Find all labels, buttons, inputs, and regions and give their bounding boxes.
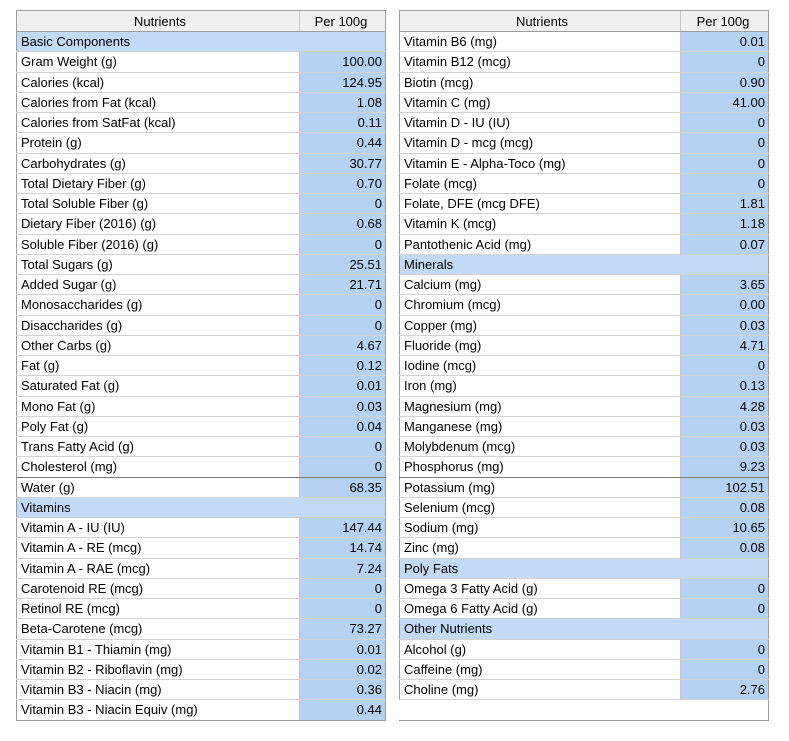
nutrient-value: 0 (299, 235, 386, 254)
right-nutrients-header: Nutrients (399, 11, 680, 31)
right-rows (399, 32, 769, 721)
nutrient-value: 0.13 (680, 376, 769, 395)
nutrient-value: 102.51 (680, 478, 769, 497)
nutrient-name: Vitamin E - Alpha-Toco (mg) (399, 154, 680, 173)
nutrient-value: 0 (680, 579, 769, 598)
nutrient-name: Copper (mg) (399, 316, 680, 335)
nutrient-row (399, 235, 769, 255)
nutrient-row (16, 113, 386, 133)
nutrient-name: Phosphorus (mg) (399, 457, 680, 476)
nutrient-row (16, 194, 386, 214)
nutrient-row (399, 640, 769, 660)
nutrient-row (16, 457, 386, 477)
nutrient-name: Biotin (mcg) (399, 73, 680, 92)
nutrient-name: Total Dietary Fiber (g) (16, 174, 299, 193)
nutrient-value (299, 498, 386, 517)
nutrient-value: 0.01 (680, 32, 769, 51)
nutrient-name: Pantothenic Acid (mg) (399, 235, 680, 254)
nutrient-row (399, 538, 769, 558)
nutrient-name: Vitamin A - RE (mcg) (16, 538, 299, 557)
nutrient-value: 9.23 (680, 457, 769, 476)
nutrient-value: 1.08 (299, 93, 386, 112)
nutrient-row (16, 437, 386, 457)
nutrient-value: 0 (299, 194, 386, 213)
nutrient-value (680, 559, 769, 578)
nutrient-value (680, 619, 769, 638)
nutrient-name: Omega 6 Fatty Acid (g) (399, 599, 680, 618)
nutrient-value: 0.12 (299, 356, 386, 375)
nutrient-name: Total Soluble Fiber (g) (16, 194, 299, 213)
nutrient-value: 0.36 (299, 680, 386, 699)
nutrient-name (399, 700, 680, 719)
nutrient-row (399, 599, 769, 619)
nutrient-value: 0.08 (680, 538, 769, 557)
nutrient-value: 0 (299, 437, 386, 456)
nutrient-row (16, 559, 386, 579)
nutrient-row (16, 255, 386, 275)
nutrient-value: 0.68 (299, 214, 386, 233)
nutrient-name: Beta-Carotene (mcg) (16, 619, 299, 638)
nutrient-value: 73.27 (299, 619, 386, 638)
nutrient-row (16, 133, 386, 153)
nutrient-row (16, 397, 386, 417)
nutrient-name: Saturated Fat (g) (16, 376, 299, 395)
nutrient-row (16, 214, 386, 234)
nutrient-name: Choline (mg) (399, 680, 680, 699)
nutrient-name: Magnesium (mg) (399, 397, 680, 416)
nutrient-name: Calories from SatFat (kcal) (16, 113, 299, 132)
nutrient-value: 0.44 (299, 133, 386, 152)
nutrient-row (16, 640, 386, 660)
nutrient-value: 10.65 (680, 518, 769, 537)
nutrient-value: 0.00 (680, 295, 769, 314)
section-label: Poly Fats (399, 559, 680, 578)
nutrient-value (680, 255, 769, 274)
nutrient-row (399, 498, 769, 518)
nutrient-name: Potassium (mg) (399, 478, 680, 497)
nutrient-value: 7.24 (299, 559, 386, 578)
nutrient-value: 4.67 (299, 336, 386, 355)
nutrient-value: 0.70 (299, 174, 386, 193)
nutrient-row (16, 619, 386, 639)
nutrient-value: 124.95 (299, 73, 386, 92)
nutrient-value (680, 700, 769, 719)
nutrient-row (399, 316, 769, 336)
nutrient-row (16, 336, 386, 356)
nutrient-row (399, 214, 769, 234)
nutrient-row (16, 174, 386, 194)
nutrient-row (399, 376, 769, 396)
nutrition-table (16, 10, 769, 721)
nutrient-name: Vitamin B12 (mcg) (399, 52, 680, 71)
section-row (399, 559, 769, 579)
right-per-100g-header: Per 100g (680, 11, 769, 31)
nutrient-value: 0.03 (680, 417, 769, 436)
right-header-row (399, 10, 769, 32)
section-label: Other Nutrients (399, 619, 680, 638)
nutrient-value: 1.18 (680, 214, 769, 233)
nutrient-value: 41.00 (680, 93, 769, 112)
nutrient-row (399, 174, 769, 194)
nutrient-row (16, 73, 386, 93)
nutrient-row (399, 113, 769, 133)
nutrient-value: 0.02 (299, 660, 386, 679)
nutrient-row (399, 680, 769, 700)
nutrient-name: Manganese (mg) (399, 417, 680, 436)
nutrient-row (399, 397, 769, 417)
nutrient-value: 0 (680, 356, 769, 375)
nutrient-row (16, 538, 386, 558)
nutrient-row (399, 356, 769, 376)
nutrient-name: Monosaccharides (g) (16, 295, 299, 314)
nutrient-value: 30.77 (299, 154, 386, 173)
nutrient-value: 0 (680, 640, 769, 659)
nutrient-row (399, 154, 769, 174)
nutrient-row (16, 700, 386, 720)
nutrient-value: 0.44 (299, 700, 386, 719)
nutrient-value: 100.00 (299, 52, 386, 71)
nutrient-name: Alcohol (g) (399, 640, 680, 659)
nutrient-name: Calories (kcal) (16, 73, 299, 92)
nutrient-name: Vitamin B2 - Riboflavin (mg) (16, 660, 299, 679)
nutrient-name: Cholesterol (mg) (16, 457, 299, 476)
nutrient-name: Disaccharides (g) (16, 316, 299, 335)
nutrient-name: Vitamin A - RAE (mcg) (16, 559, 299, 578)
nutrient-value: 14.74 (299, 538, 386, 557)
nutrient-value: 2.76 (680, 680, 769, 699)
nutrient-row (16, 417, 386, 437)
nutrient-row (399, 336, 769, 356)
nutrient-name: Water (g) (16, 478, 299, 497)
nutrient-row (16, 52, 386, 72)
nutrient-value: 147.44 (299, 518, 386, 537)
nutrient-value (299, 32, 386, 51)
nutrient-row (399, 73, 769, 93)
nutrient-row (399, 700, 769, 720)
nutrient-row (399, 93, 769, 113)
nutrient-value: 0 (299, 316, 386, 335)
nutrient-row (16, 579, 386, 599)
right-panel (399, 10, 769, 721)
nutrient-name: Vitamin D - mcg (mcg) (399, 133, 680, 152)
nutrient-row (399, 579, 769, 599)
nutrient-row (399, 194, 769, 214)
nutrient-name: Calcium (mg) (399, 275, 680, 294)
nutrient-row (16, 599, 386, 619)
nutrient-name: Sodium (mg) (399, 518, 680, 537)
nutrient-name: Total Sugars (g) (16, 255, 299, 274)
nutrient-value: 0 (680, 52, 769, 71)
nutrient-value: 0 (299, 599, 386, 618)
nutrient-name: Vitamin B3 - Niacin (mg) (16, 680, 299, 699)
nutrient-value: 0.90 (680, 73, 769, 92)
nutrient-value: 0 (680, 133, 769, 152)
nutrient-row (399, 417, 769, 437)
nutrient-value: 68.35 (299, 478, 386, 497)
nutrient-row (16, 356, 386, 376)
nutrient-row (16, 680, 386, 700)
nutrient-value: 0.08 (680, 498, 769, 517)
nutrient-value: 4.28 (680, 397, 769, 416)
nutrient-row (399, 133, 769, 153)
nutrient-row (16, 518, 386, 538)
left-header-row (16, 10, 386, 32)
nutrient-row (16, 154, 386, 174)
nutrient-row (399, 437, 769, 457)
left-per-100g-header: Per 100g (299, 11, 386, 31)
nutrient-row (399, 295, 769, 315)
left-rows (16, 32, 386, 721)
nutrient-name: Omega 3 Fatty Acid (g) (399, 579, 680, 598)
section-row (16, 498, 386, 518)
nutrient-row (399, 518, 769, 538)
nutrient-name: Zinc (mg) (399, 538, 680, 557)
nutrient-value: 25.51 (299, 255, 386, 274)
nutrient-name: Iron (mg) (399, 376, 680, 395)
nutrient-name: Fat (g) (16, 356, 299, 375)
nutrient-name: Calories from Fat (kcal) (16, 93, 299, 112)
nutrient-row (399, 478, 769, 498)
left-panel (16, 10, 386, 721)
nutrient-value: 3.65 (680, 275, 769, 294)
nutrient-name: Gram Weight (g) (16, 52, 299, 71)
section-row (399, 255, 769, 275)
nutrient-value: 1.81 (680, 194, 769, 213)
nutrient-name: Vitamin D - IU (IU) (399, 113, 680, 132)
nutrient-row (16, 93, 386, 113)
section-row (399, 619, 769, 639)
section-row (16, 32, 386, 52)
nutrient-name: Fluoride (mg) (399, 336, 680, 355)
nutrient-row (16, 316, 386, 336)
nutrient-value: 0 (680, 154, 769, 173)
nutrient-row (399, 457, 769, 477)
nutrient-name: Vitamin B6 (mg) (399, 32, 680, 51)
nutrient-value: 0 (299, 457, 386, 476)
section-label: Basic Components (16, 32, 299, 51)
nutrient-name: Vitamin B1 - Thiamin (mg) (16, 640, 299, 659)
nutrient-row (16, 478, 386, 498)
nutrient-name: Soluble Fiber (2016) (g) (16, 235, 299, 254)
nutrient-row (399, 660, 769, 680)
nutrient-value: 0 (299, 295, 386, 314)
nutrient-value: 0.03 (680, 316, 769, 335)
nutrient-value: 0.11 (299, 113, 386, 132)
nutrient-row (16, 660, 386, 680)
nutrient-row (399, 52, 769, 72)
nutrient-name: Mono Fat (g) (16, 397, 299, 416)
nutrient-row (16, 376, 386, 396)
section-label: Minerals (399, 255, 680, 274)
nutrient-value: 0 (680, 174, 769, 193)
nutrient-name: Selenium (mcg) (399, 498, 680, 517)
nutrient-value: 0 (680, 113, 769, 132)
nutrient-name: Dietary Fiber (2016) (g) (16, 214, 299, 233)
nutrient-value: 0 (680, 660, 769, 679)
nutrient-row (16, 275, 386, 295)
nutrient-row (399, 275, 769, 295)
nutrient-row (16, 295, 386, 315)
nutrient-name: Chromium (mcg) (399, 295, 680, 314)
nutrient-name: Vitamin K (mcg) (399, 214, 680, 233)
nutrient-value: 0.03 (680, 437, 769, 456)
nutrient-name: Caffeine (mg) (399, 660, 680, 679)
nutrient-name: Folate, DFE (mcg DFE) (399, 194, 680, 213)
nutrient-name: Carbohydrates (g) (16, 154, 299, 173)
nutrient-value: 0 (680, 599, 769, 618)
nutrient-name: Retinol RE (mcg) (16, 599, 299, 618)
nutrient-name: Other Carbs (g) (16, 336, 299, 355)
nutrient-value: 0.03 (299, 397, 386, 416)
nutrient-value: 0.01 (299, 376, 386, 395)
nutrient-name: Folate (mcg) (399, 174, 680, 193)
nutrient-name: Iodine (mcg) (399, 356, 680, 375)
nutrient-name: Molybdenum (mcg) (399, 437, 680, 456)
left-nutrients-header: Nutrients (16, 11, 299, 31)
nutrient-row (399, 32, 769, 52)
nutrient-value: 0.04 (299, 417, 386, 436)
nutrient-name: Vitamin C (mg) (399, 93, 680, 112)
nutrient-name: Vitamin B3 - Niacin Equiv (mg) (16, 700, 299, 719)
nutrient-name: Protein (g) (16, 133, 299, 152)
nutrient-value: 4.71 (680, 336, 769, 355)
nutrient-name: Trans Fatty Acid (g) (16, 437, 299, 456)
nutrient-row (16, 235, 386, 255)
nutrient-name: Carotenoid RE (mcg) (16, 579, 299, 598)
nutrient-value: 21.71 (299, 275, 386, 294)
nutrient-name: Added Sugar (g) (16, 275, 299, 294)
nutrient-name: Poly Fat (g) (16, 417, 299, 436)
nutrient-value: 0 (299, 579, 386, 598)
nutrient-name: Vitamin A - IU (IU) (16, 518, 299, 537)
nutrient-value: 0.01 (299, 640, 386, 659)
section-label: Vitamins (16, 498, 299, 517)
nutrient-value: 0.07 (680, 235, 769, 254)
